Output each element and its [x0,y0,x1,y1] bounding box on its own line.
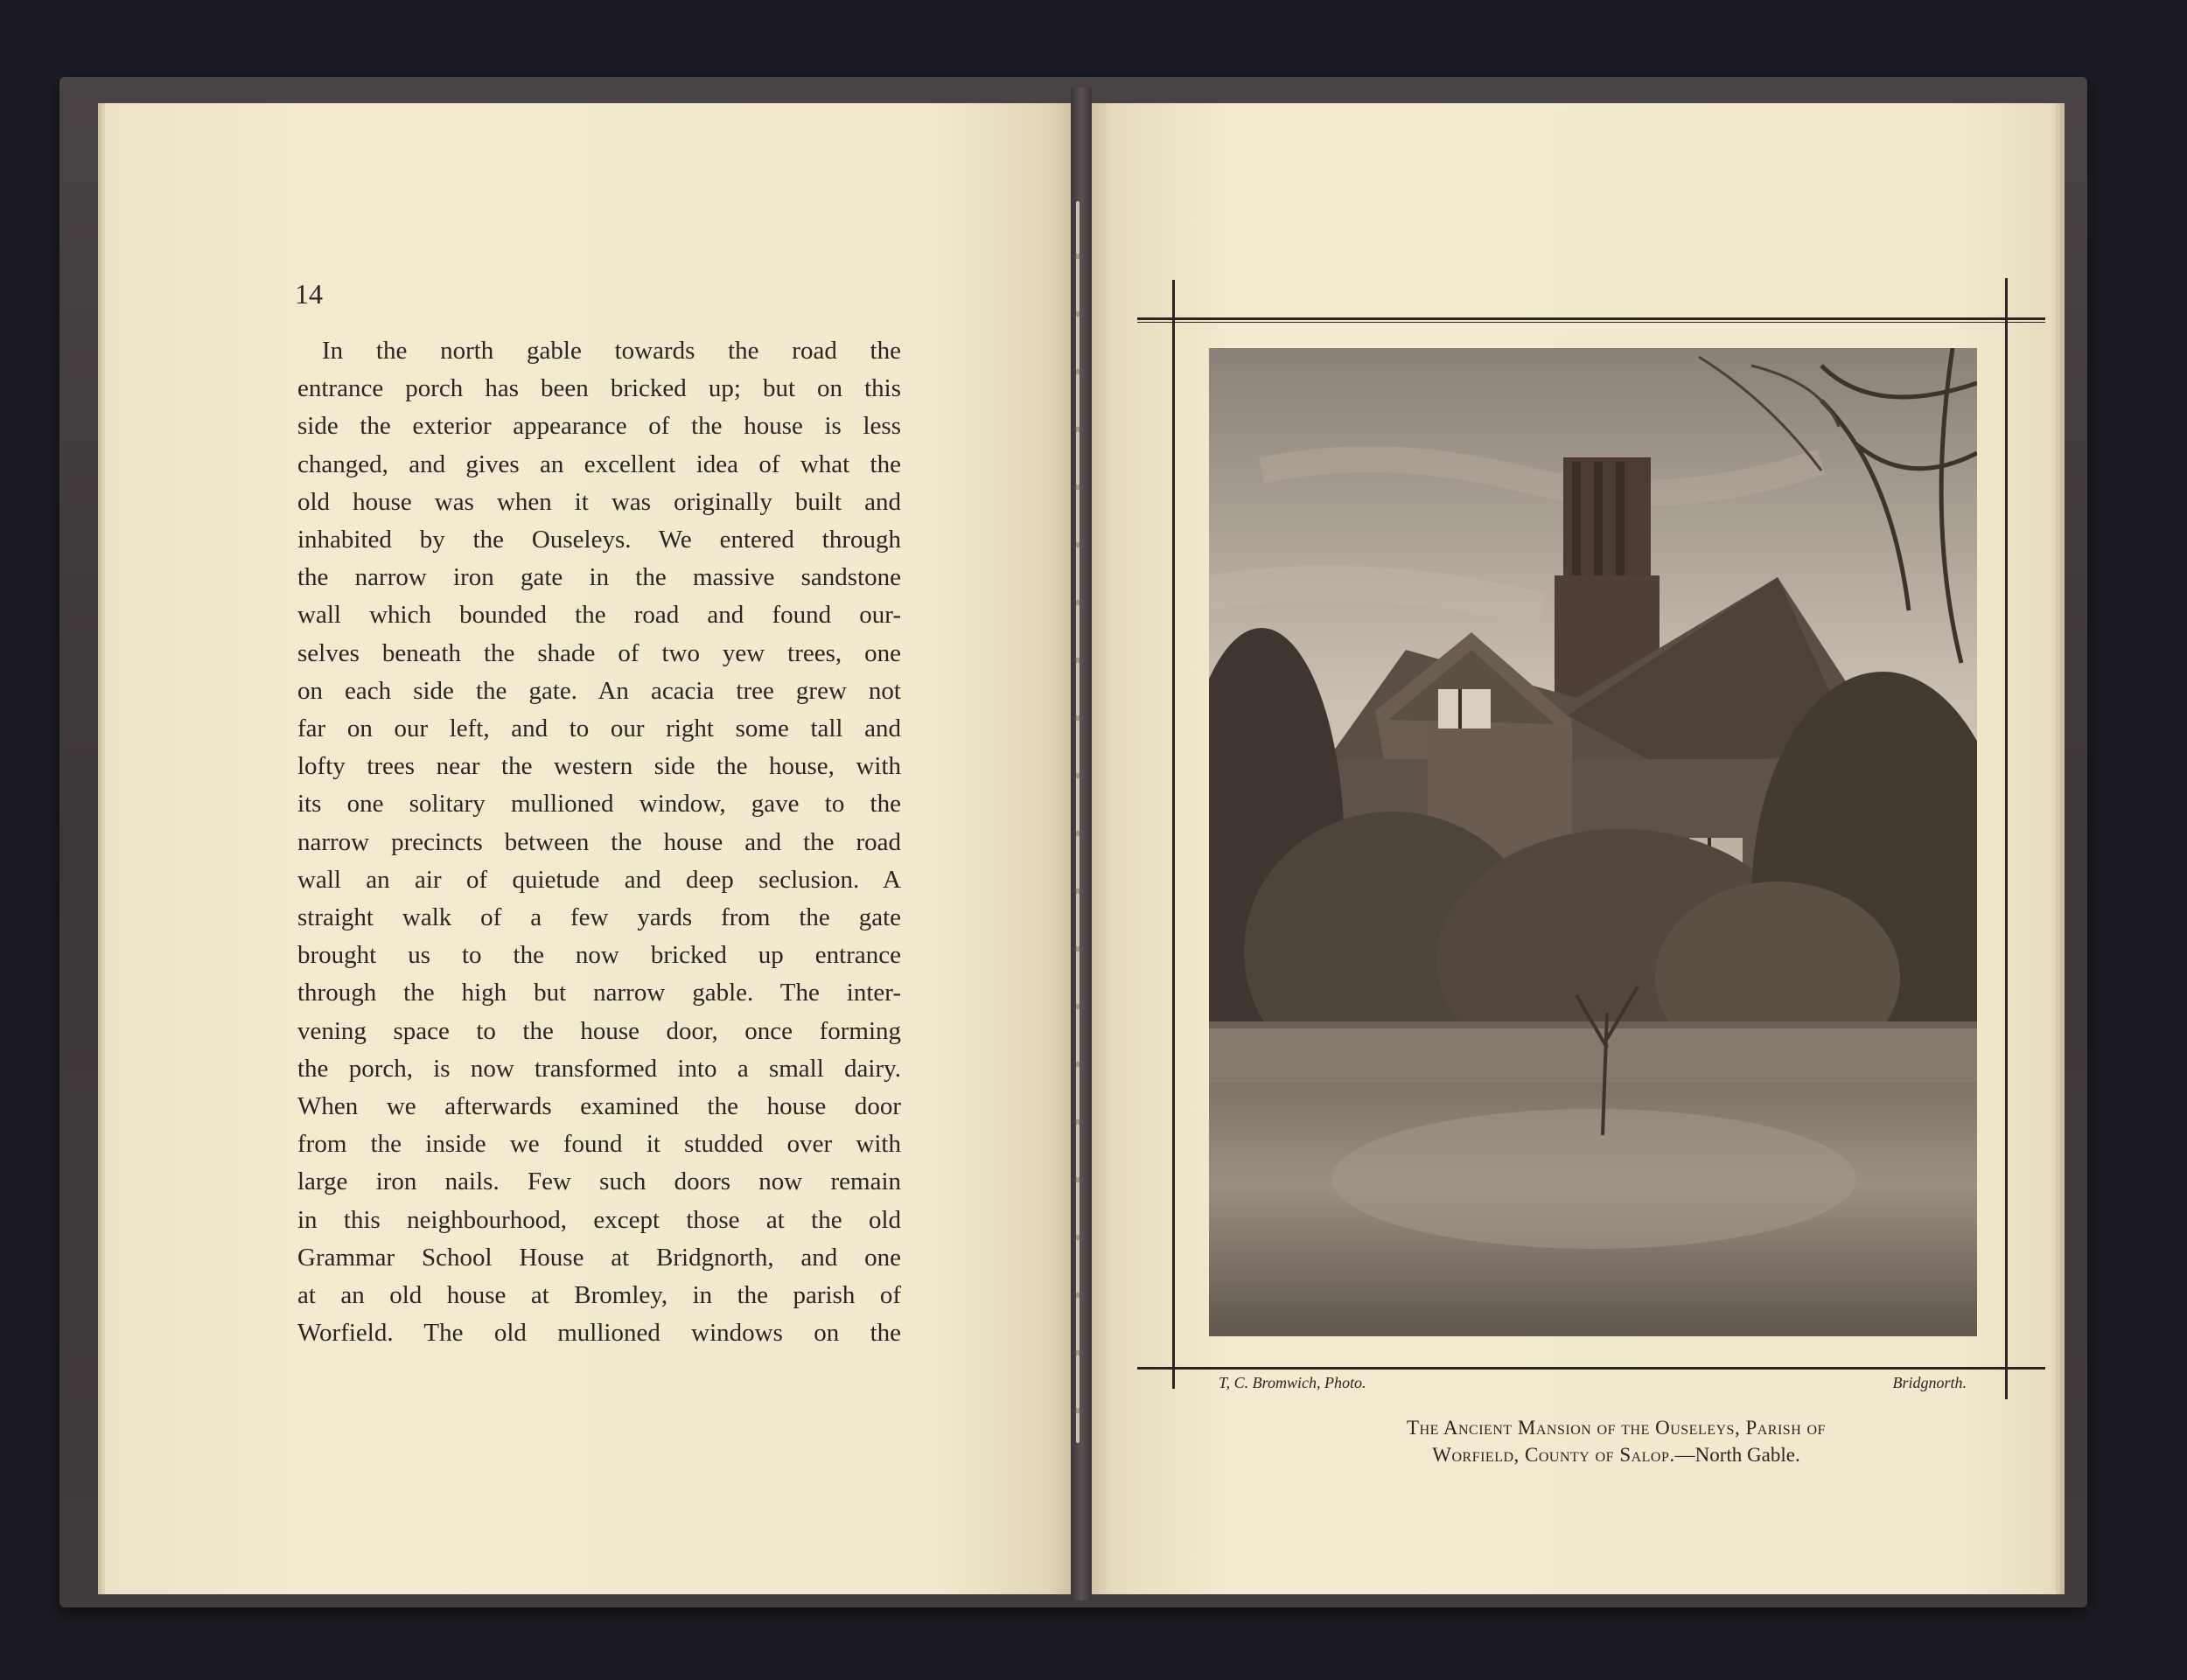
binding-thread [1076,201,1080,1443]
text-line: vening space to the house door, once forming [297,1016,901,1045]
frame-rule-bottom [1137,1367,2045,1370]
text-line: wall an air of quietude and deep seclusion. A [297,865,901,894]
plate-caption [1220,1414,2012,1468]
text-line: wall which bounded the road and found our- [297,601,901,630]
text-line: entrance porch has been bricked up; but on this [297,374,901,403]
mansion-photograph [1209,348,1977,1336]
text-line: on each side the gate. An acacia tree grew not [297,676,901,705]
caption-line-1: The Ancient Mansion of the Ouseleys, Parish of [1407,1417,1826,1439]
text-line: in this neighbourhood, except those at the old [297,1205,901,1234]
text-line: from the inside we found it studded over with [297,1130,901,1159]
text-line: large iron nails. Few such doors now remain [297,1168,901,1196]
photo-location: Bridgnorth. [1892,1374,1967,1391]
text-line: the narrow iron gate in the massive sandstone [297,563,901,592]
frame-rule-left [1172,280,1175,1389]
text-line: changed, and gives an excellent idea of what the [297,450,901,478]
body-text [297,332,901,1352]
text-line: its one solitary mullioned window, gave to the [297,790,901,819]
frame-rule-top-inner [1137,322,2045,323]
frame-rule-top [1137,317,2045,320]
text-line: In the north gable towards the road the [322,337,901,365]
text-line: side the exterior appearance of the house is less [297,412,901,441]
text-line: straight walk of a few yards from the gate [297,903,901,932]
photo-credit: T, C. Bromwich, Photo. [1219,1374,1366,1391]
text-line: narrow precincts between the house and the road [297,827,901,856]
text-line: the porch, is now transformed into a small dairy. [297,1054,901,1083]
caption-line-2: Worfield, County of Salop.—North Gable. [1432,1444,1800,1466]
text-line: old house was when it was originally built and [297,487,901,516]
text-line: far on our left, and to our right some tall and [297,715,901,743]
text-line: When we afterwards examined the house door [297,1092,901,1121]
text-line: brought us to the now bricked up entrance [297,941,901,970]
page-number: 14 [295,278,323,310]
book-gutter [1071,87,1092,1600]
text-line: selves beneath the shade of two yew trees, one [297,638,901,667]
text-line: Grammar School House at Bridgnorth, and one [297,1243,901,1272]
text-line: at an old house at Bromley, in the parish of [297,1281,901,1310]
frame-rule-right [2005,278,2008,1399]
text-line: lofty trees near the western side the house, with [297,752,901,781]
text-line: inhabited by the Ouseleys. We entered through [297,526,901,554]
text-line: through the high but narrow gable. The inter- [297,979,901,1007]
text-line: Worfield. The old mullioned windows on the [297,1319,901,1348]
